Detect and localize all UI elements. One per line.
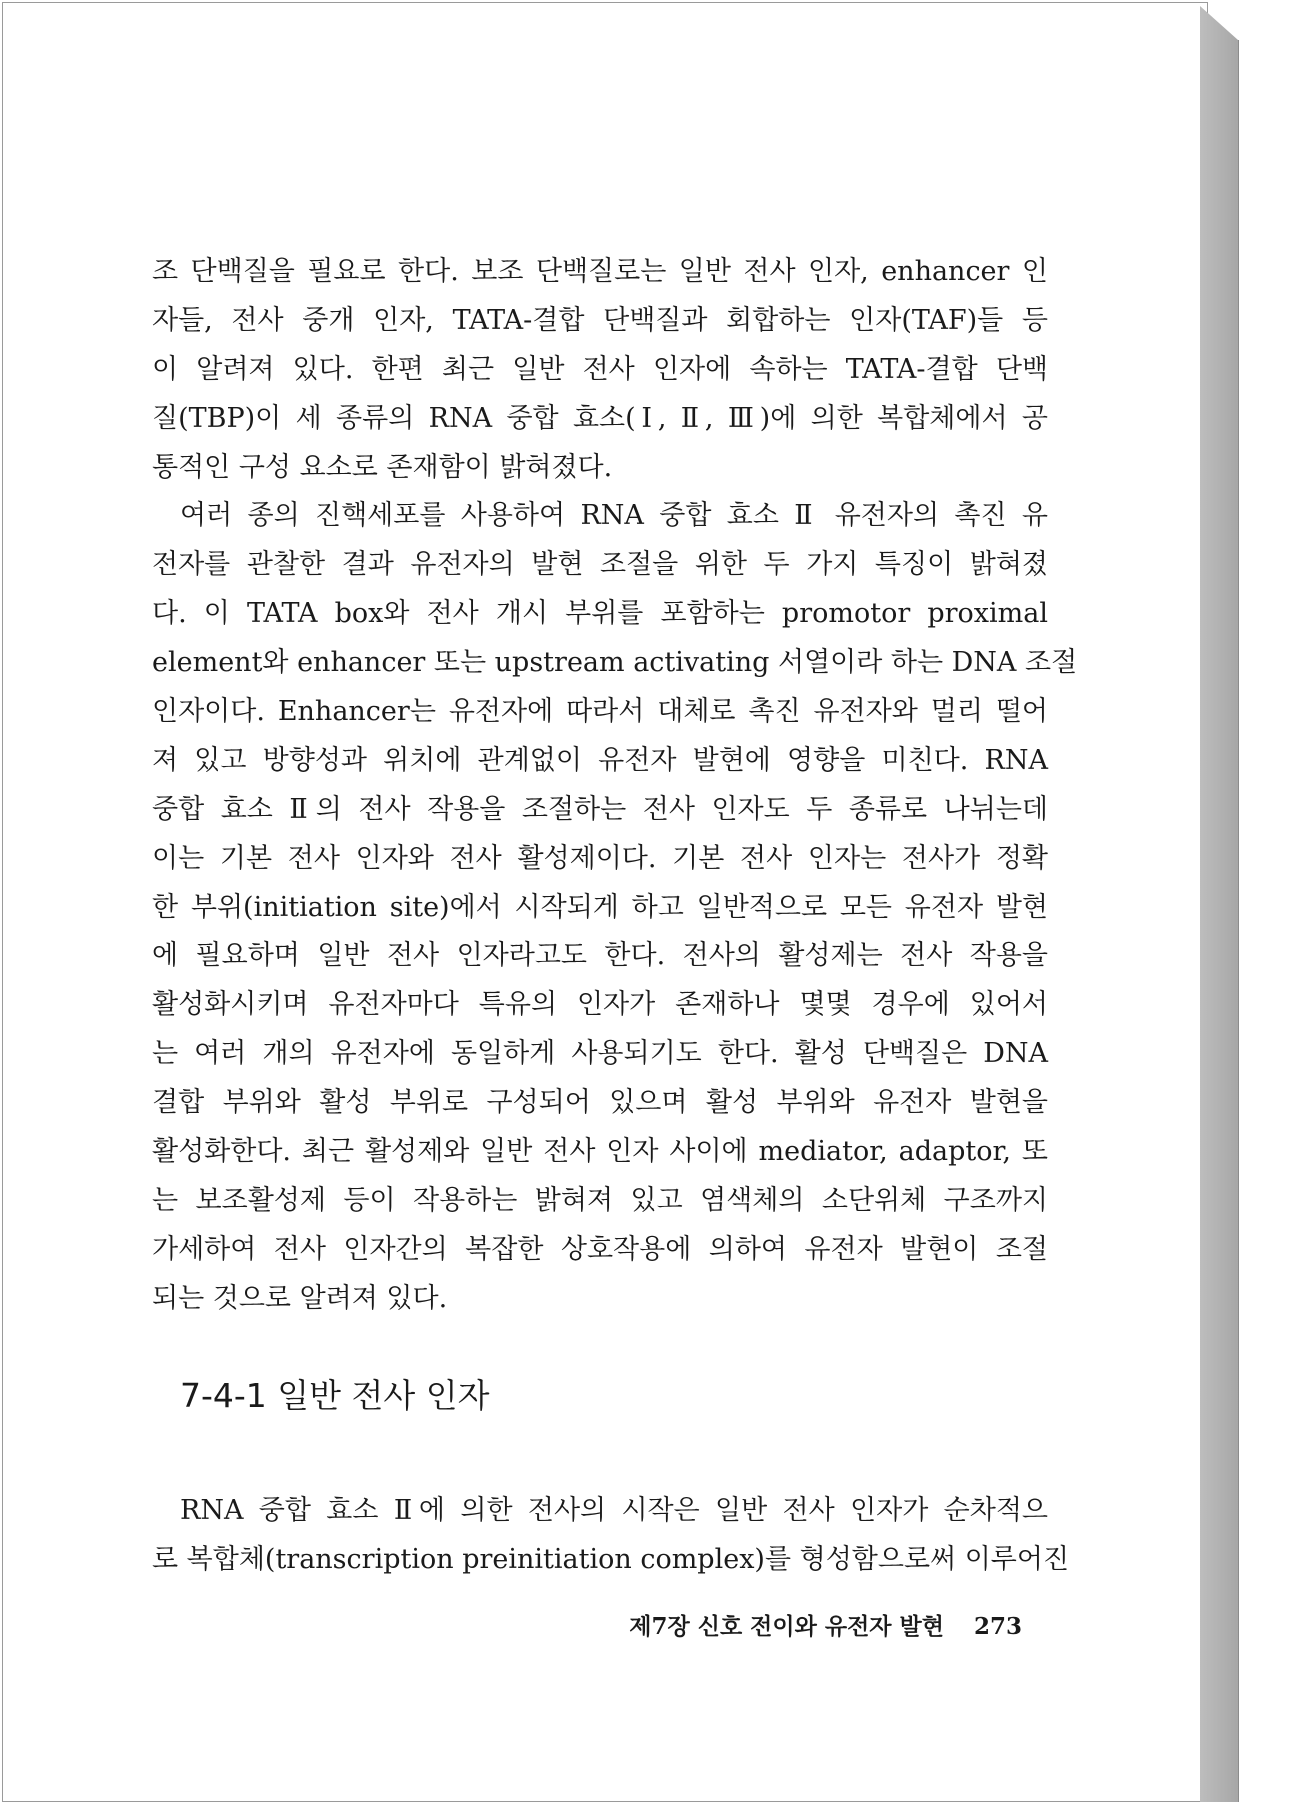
text-line: 자들, 전사 중개 인자, TATA-결합 단백질과 회합하는 인자(TAF)들 등 (152, 304, 1048, 336)
text-line: 중합 효소 Ⅱ의 전사 작용을 조절하는 전사 인자도 두 종류로 나뉘는데 (152, 793, 1048, 825)
text-line: 조 단백질을 필요로 한다. 보조 단백질로는 일반 전사 인자, enhancer 인 (152, 256, 1048, 287)
footer-chapter-title: 제7장 신호 전이와 유전자 발현 (629, 1613, 944, 1640)
text-line: 이 알려져 있다. 한편 최근 일반 전사 인자에 속하는 TATA-결합 단백 (152, 353, 1048, 385)
text-line: 활성화한다. 최근 활성제와 일반 전사 인자 사이에 mediator, adaptor, 또 (152, 1136, 1048, 1168)
text-line: 활성화시키며 유전자마다 특유의 인자가 존재하나 몇몇 경우에 있어서 (152, 989, 1048, 1021)
text-line: 는 여러 개의 유전자에 동일하게 사용되기도 한다. 활성 단백질은 DNA (152, 1038, 1048, 1070)
text-line: 가세하여 전사 인자간의 복잡한 상호작용에 의하여 유전자 발현이 조절 (152, 1233, 1048, 1265)
text-line: 한 부위(initiation site)에서 시작되게 하고 일반적으로 모든 유전자 발현 (152, 891, 1048, 923)
text-line: 전자를 관찰한 결과 유전자의 발현 조절을 위한 두 가지 특징이 밝혀졌 (152, 549, 1048, 581)
page-stack-edge (1200, 6, 1238, 1802)
text-line: 로 복합체(transcription preinitiation complex)를 형성함으로써 이루어진 (152, 1543, 1070, 1575)
page-stack-border (1238, 40, 1239, 1802)
text-line: 져 있고 방향성과 위치에 관계없이 유전자 발현에 영향을 미친다. RNA (152, 744, 1048, 776)
text-line: 에 필요하며 일반 전사 인자라고도 한다. 전사의 활성제는 전사 작용을 (152, 940, 1048, 972)
section-heading: 7-4-1 일반 전사 인자 (180, 1376, 490, 1415)
text-line: 질(TBP)이 세 종류의 RNA 중합 효소(Ⅰ, Ⅱ, Ⅲ)에 의한 복합체에서 공 (152, 402, 1048, 434)
text-line: 인자이다. Enhancer는 유전자에 따라서 대체로 촉진 유전자와 멀리 떨어 (152, 696, 1048, 728)
body-text-top (152, 248, 1078, 1324)
text-line: RNA 중합 효소 Ⅱ에 의한 전사의 시작은 일반 전사 인자가 순차적으 (180, 1495, 1048, 1526)
running-footer (612, 1608, 1022, 1641)
text-line: 이는 기본 전사 인자와 전사 활성제이다. 기본 전사 인자는 전사가 정확 (152, 842, 1048, 874)
text-line: 결합 부위와 활성 부위로 구성되어 있으며 활성 부위와 유전자 발현을 (152, 1087, 1048, 1119)
text-line: element와 enhancer 또는 upstream activating 서열이라 하는 DNA 조절 (152, 647, 1078, 679)
text-line: 통적인 구성 요소로 존재함이 밝혀졌다. (152, 451, 613, 483)
text-line: 되는 것으로 알려져 있다. (152, 1282, 448, 1314)
text-line: 는 보조활성제 등이 작용하는 밝혀져 있고 염색체의 소단위체 구조까지 (152, 1184, 1048, 1216)
body-text-bottom (152, 1487, 1070, 1585)
page-number: 273 (973, 1613, 1022, 1640)
text-line: 여러 종의 진핵세포를 사용하여 RNA 중합 효소 Ⅱ 유전자의 촉진 유 (180, 500, 1048, 532)
text-line: 다. 이 TATA box와 전사 개시 부위를 포함하는 promotor proximal (152, 598, 1048, 630)
